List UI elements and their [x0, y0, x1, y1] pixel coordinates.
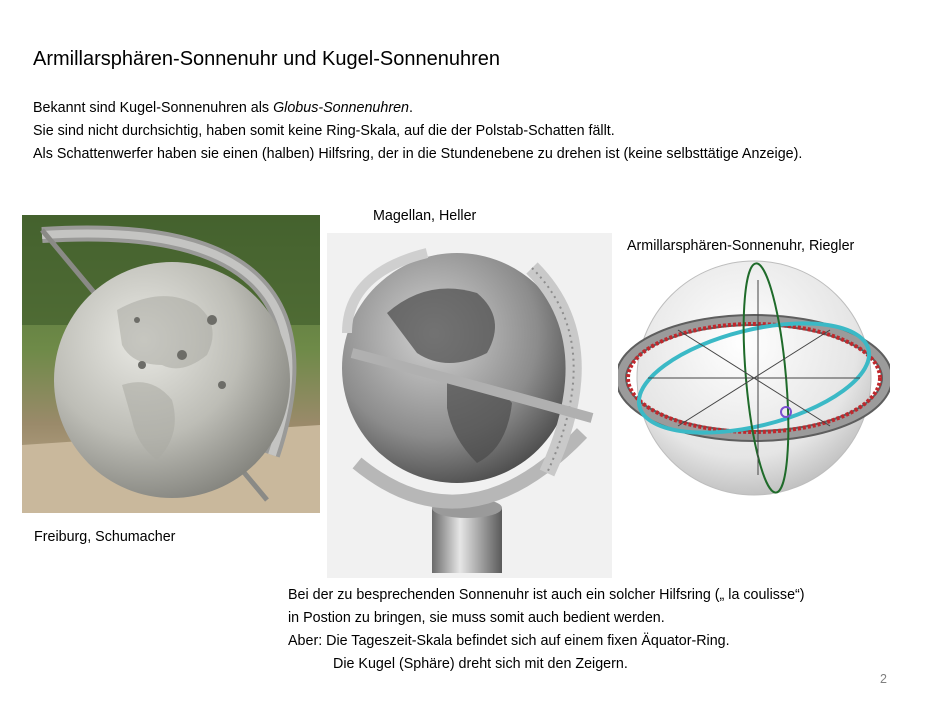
freiburg-globe-drawing [22, 215, 320, 513]
armillary-sphere-drawing [618, 260, 890, 505]
freiburg-globe-image [22, 215, 320, 513]
bottom-line-3: Aber: Die Tageszeit-Skala befindet sich auf einem fixen Äquator-Ring. [288, 633, 730, 649]
intro-text [33, 97, 802, 166]
riegler-caption: Armillarsphären-Sonnenuhr, Riegler [627, 238, 855, 254]
bottom-text [288, 584, 805, 676]
magellan-caption: Magellan, Heller [373, 208, 477, 224]
bottom-line-4: Die Kugel (Sphäre) dreht sich mit den Zeigern. [333, 656, 628, 672]
page-number: 2 [880, 672, 887, 686]
intro-line-1-end: . [408, 100, 413, 116]
page-title: Armillarsphären-Sonnenuhr und Kugel-Sonnenuhren [33, 48, 500, 70]
freiburg-caption: Freiburg, Schumacher [34, 529, 176, 545]
magellan-globe-image [327, 233, 612, 578]
bottom-line-1: Bei der zu besprechenden Sonnenuhr ist auch ein solcher Hilfsring („ la coulisse“) [288, 587, 805, 603]
intro-line-1-italic: Globus-Sonnenuhren [273, 100, 409, 116]
intro-line-1 [33, 97, 802, 120]
magellan-globe-drawing [327, 233, 612, 578]
intro-line-1-text: Bekannt sind Kugel-Sonnenuhren als [33, 100, 270, 116]
intro-line-3: Als Schattenwerfer haben sie einen (halben) Hilfsring, der in die Stundenebene zu drehen ist (keine selbsttätige Anzeige). [33, 146, 803, 162]
armillary-sphere-diagram [618, 260, 890, 505]
bottom-line-2: in Postion zu bringen, sie muss somit auch bedient werden. [288, 610, 665, 626]
intro-line-2: Sie sind nicht durchsichtig, haben somit keine Ring-Skala, auf die der Polstab-Schatten fällt. [33, 123, 615, 139]
